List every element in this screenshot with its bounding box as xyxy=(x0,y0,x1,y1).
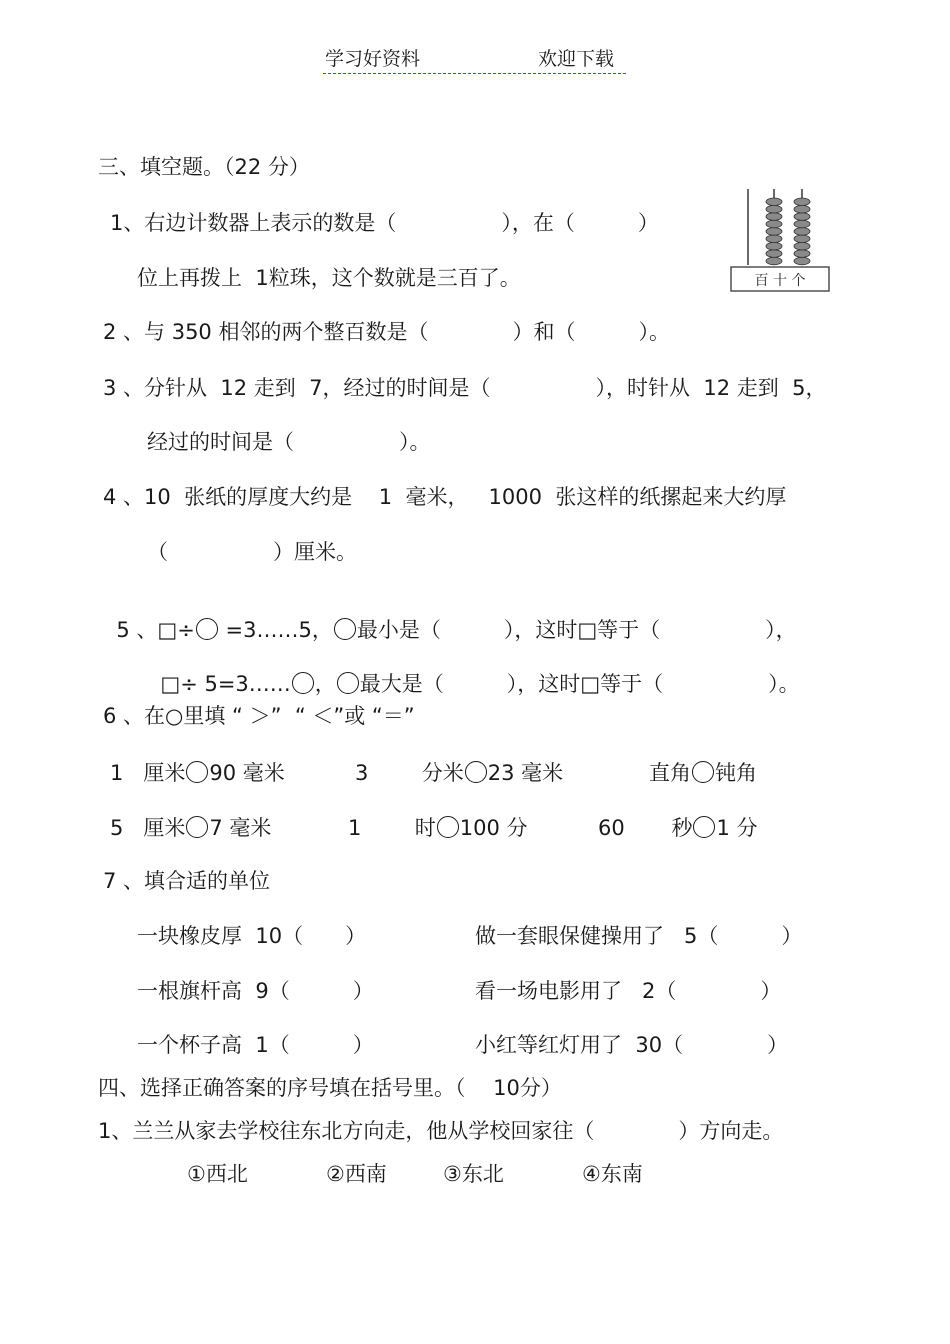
q1-line2: 位上再拨上 1粒珠，这个数就是三百了。 xyxy=(137,266,521,290)
abacus-bead xyxy=(766,242,782,250)
circle-blank xyxy=(334,618,356,640)
q6-item-5 xyxy=(348,816,528,839)
q5-line1 xyxy=(103,597,797,641)
q4-line1: 4 、10 张纸的厚度大约是 1 毫米， 1000 张这样的纸摞起来大约厚 xyxy=(103,485,787,509)
s4-q1-stem: 1、兰兰从家去学校往东北方向走，他从学校回家往（ ）方向走。 xyxy=(98,1119,784,1143)
compare-circle xyxy=(186,816,208,838)
abacus-beads-ones xyxy=(794,198,810,265)
header-left: 学习好资料 xyxy=(325,48,421,70)
abacus-place-labels: 百 十 个 xyxy=(754,273,806,289)
q6-item-3 xyxy=(649,761,757,784)
abacus-bead xyxy=(794,213,810,221)
q6-item-6 xyxy=(598,816,758,839)
q6-title: 6 、在○里填 “ ＞” “ ＜”或 “＝” xyxy=(103,704,415,728)
q5-line2 xyxy=(147,651,800,695)
q6-item-right: 7 毫米 xyxy=(209,816,272,840)
abacus-bead xyxy=(794,257,810,265)
q5-line1-c: 最小是（ ），这时□等于（ ）， xyxy=(356,618,797,642)
q7-item: 小红等红灯用了 30（ ） xyxy=(475,1033,789,1057)
circle-blank xyxy=(196,618,218,640)
header-divider xyxy=(323,73,626,74)
q6-item-left: 3 分米 xyxy=(355,761,464,785)
abacus-counter xyxy=(728,187,832,295)
q3-line1: 3 、分针从 12 走到 7，经过的时间是（ ），时针从 12 走到 5， xyxy=(103,376,827,400)
q6-item-left: 1 厘米 xyxy=(110,761,186,785)
q7-title: 7 、填合适的单位 xyxy=(103,869,271,893)
section4-title: 四、选择正确答案的序号填在括号里。（ 10分） xyxy=(98,1076,562,1100)
abacus-bead xyxy=(766,220,782,228)
q5-line2-c: 最大是（ ），这时□等于（ ）。 xyxy=(359,672,800,696)
q6-item-left: 5 厘米 xyxy=(110,816,186,840)
compare-circle xyxy=(437,816,459,838)
q7-item: 一个杯子高 1（ ） xyxy=(137,1033,374,1057)
q7-item: 一根旗杆高 9（ ） xyxy=(137,979,374,1003)
abacus-beads-tens xyxy=(766,198,782,265)
abacus-bead xyxy=(766,257,782,265)
option-3: ③东北 xyxy=(443,1162,504,1186)
header-right: 欢迎下载 xyxy=(538,48,615,70)
compare-circle xyxy=(693,816,715,838)
section3-title: 三、填空题。（22 分） xyxy=(98,155,310,179)
q7-item: 看一场电影用了 2（ ） xyxy=(475,979,782,1003)
option-1: ①西北 xyxy=(187,1162,248,1186)
q5-line1-b: =3……5， xyxy=(218,618,333,642)
abacus-bead xyxy=(766,235,782,243)
abacus-bead xyxy=(766,250,782,258)
q6-item-left: 1 时 xyxy=(348,816,436,840)
compare-circle xyxy=(186,761,208,783)
circle-blank xyxy=(292,672,314,694)
q7-item: 做一套眼保健操用了 5（ ） xyxy=(475,924,803,948)
q3-line2: 经过的时间是（ ）。 xyxy=(147,430,431,454)
q6-item-left: 直角 xyxy=(649,761,691,785)
q6-item-4 xyxy=(110,816,271,839)
q5-line1-a: 5 、□÷ xyxy=(116,618,195,642)
q4-line2: （ ）厘米。 xyxy=(147,540,357,564)
q5-line2-a: □÷ 5=3…… xyxy=(160,672,291,696)
abacus-bead xyxy=(766,198,782,206)
compare-circle xyxy=(465,761,487,783)
abacus-bead xyxy=(766,228,782,236)
abacus-bead xyxy=(794,235,810,243)
abacus-bead xyxy=(766,205,782,213)
abacus-bead xyxy=(794,228,810,236)
q2: 2 、与 350 相邻的两个整百数是（ ）和（ ）。 xyxy=(103,320,670,344)
option-2: ②西南 xyxy=(326,1162,387,1186)
q6-item-1 xyxy=(110,761,285,784)
q6-item-left: 60 秒 xyxy=(598,816,693,840)
q6-item-right: 90 毫米 xyxy=(209,761,285,785)
q6-item-right: 100 分 xyxy=(459,816,528,840)
q7-item: 一块橡皮厚 10（ ） xyxy=(137,924,367,948)
abacus-bead xyxy=(766,213,782,221)
q1-line1: 1、右边计数器上表示的数是（ ），在（ ） xyxy=(110,211,659,235)
compare-circle xyxy=(692,761,714,783)
abacus-bead xyxy=(794,198,810,206)
q6-item-right: 23 毫米 xyxy=(487,761,564,785)
q6-item-right: 1 分 xyxy=(716,816,758,840)
q5-line2-b: ， xyxy=(314,672,336,696)
option-4: ④东南 xyxy=(582,1162,643,1186)
q6-item-2 xyxy=(355,761,563,784)
circle-blank xyxy=(337,672,359,694)
abacus-bead xyxy=(794,205,810,213)
abacus-bead xyxy=(794,250,810,258)
abacus-bead xyxy=(794,242,810,250)
abacus-bead xyxy=(794,220,810,228)
q6-item-right: 钝角 xyxy=(715,761,757,785)
